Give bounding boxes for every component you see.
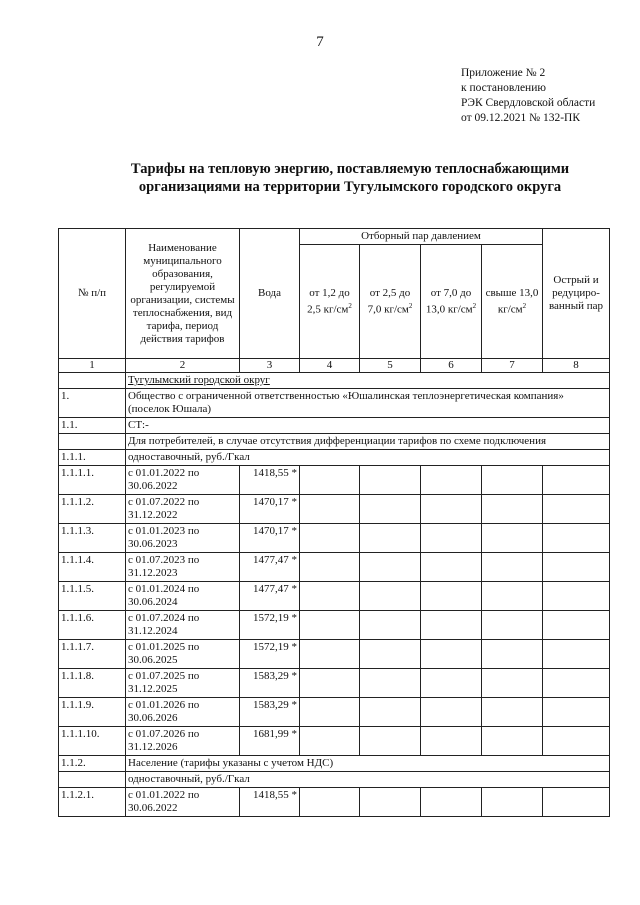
empty-cell bbox=[482, 727, 543, 756]
period-cell: с 01.01.2026 по 30.06.2026 bbox=[126, 698, 240, 727]
empty-cell bbox=[300, 669, 360, 698]
appendix-line: Приложение № 2 bbox=[461, 67, 546, 79]
empty-cell bbox=[421, 495, 482, 524]
empty-cell bbox=[543, 669, 610, 698]
empty-cell bbox=[360, 788, 421, 817]
row-number: 1.1.1.2. bbox=[59, 495, 126, 524]
empty-cell bbox=[482, 669, 543, 698]
consumers-row bbox=[59, 434, 610, 450]
appendix-line: к постановлению bbox=[461, 82, 546, 94]
empty-cell bbox=[300, 640, 360, 669]
water-tariff-value: 1477,47 * bbox=[240, 553, 300, 582]
row-number: 1.1.1.7. bbox=[59, 640, 126, 669]
water-tariff-value: 1583,29 * bbox=[240, 669, 300, 698]
row-number: 1.1.1.1. bbox=[59, 466, 126, 495]
title-line: организациями на территории Тугулымского городского округа bbox=[138, 179, 562, 195]
tariff-row bbox=[59, 788, 610, 817]
empty-cell bbox=[300, 553, 360, 582]
tariff-table bbox=[58, 228, 610, 817]
water-tariff-value: 1418,55 * bbox=[240, 788, 300, 817]
water-tariff-value: 1470,17 * bbox=[240, 495, 300, 524]
col-number: 4 bbox=[300, 359, 360, 373]
empty-cell bbox=[482, 698, 543, 727]
empty-cell bbox=[482, 495, 543, 524]
row-label: одноставочный, руб./Гкал bbox=[126, 772, 610, 788]
row-label: Население (тарифы указаны с учетом НДС) bbox=[126, 756, 610, 772]
empty-cell bbox=[300, 611, 360, 640]
row-number: 1.1.1.4. bbox=[59, 553, 126, 582]
empty-cell bbox=[360, 582, 421, 611]
header-pressure-2: от 2,5 до 7,0 $кг/см^2$ bbox=[360, 245, 421, 359]
period-cell: с 01.07.2026 по 31.12.2026 bbox=[126, 727, 240, 756]
water-tariff-value: 1470,17 * bbox=[240, 524, 300, 553]
period-cell: с 01.01.2022 по 30.06.2022 bbox=[126, 788, 240, 817]
period-cell: с 01.01.2022 по 30.06.2022 bbox=[126, 466, 240, 495]
tariff-type-row bbox=[59, 450, 610, 466]
tariff-row bbox=[59, 640, 610, 669]
empty-cell bbox=[421, 640, 482, 669]
st-label: СТ:- bbox=[126, 418, 610, 434]
empty-cell bbox=[421, 611, 482, 640]
empty-cell bbox=[543, 524, 610, 553]
empty-cell bbox=[300, 466, 360, 495]
empty-cell bbox=[300, 524, 360, 553]
empty-cell bbox=[421, 698, 482, 727]
col-number: 6 bbox=[421, 359, 482, 373]
tariff-row bbox=[59, 466, 610, 495]
appendix-line: РЭК Свердловской области bbox=[461, 97, 596, 109]
col-number: 7 bbox=[482, 359, 543, 373]
tariff-row bbox=[59, 611, 610, 640]
empty-cell bbox=[421, 553, 482, 582]
empty-cell bbox=[421, 727, 482, 756]
empty-cell bbox=[421, 524, 482, 553]
col-number: 1 bbox=[59, 359, 126, 373]
empty-cell bbox=[421, 582, 482, 611]
empty-cell bbox=[482, 788, 543, 817]
empty-cell bbox=[543, 727, 610, 756]
empty-cell bbox=[300, 698, 360, 727]
row-number: 1.1.1.8. bbox=[59, 669, 126, 698]
period-cell: с 01.01.2025 по 30.06.2025 bbox=[126, 640, 240, 669]
empty-cell bbox=[300, 788, 360, 817]
tariff-row bbox=[59, 524, 610, 553]
empty-cell bbox=[360, 727, 421, 756]
col-number: 5 bbox=[360, 359, 421, 373]
empty-cell bbox=[360, 640, 421, 669]
tariff-row bbox=[59, 495, 610, 524]
empty-cell bbox=[421, 788, 482, 817]
header-pressure-1: от 1,2 до 2,5 $кг/см^2$ bbox=[300, 245, 360, 359]
empty-cell bbox=[421, 669, 482, 698]
empty-cell bbox=[543, 495, 610, 524]
col-number: 2 bbox=[126, 359, 240, 373]
empty-cell bbox=[360, 524, 421, 553]
header-steam-group: Отборный пар давлением bbox=[300, 229, 543, 245]
period-cell: с 01.07.2022 по 31.12.2022 bbox=[126, 495, 240, 524]
empty-cell bbox=[543, 553, 610, 582]
tariff-row bbox=[59, 698, 610, 727]
water-tariff-value: 1418,55 * bbox=[240, 466, 300, 495]
empty-cell bbox=[300, 495, 360, 524]
row-number: 1.1.1.9. bbox=[59, 698, 126, 727]
row-number bbox=[59, 772, 126, 788]
tariff-row bbox=[59, 582, 610, 611]
tariff-row bbox=[59, 727, 610, 756]
empty-cell bbox=[421, 466, 482, 495]
org-name: Общество с ограниченной ответственностью «Юшалинская теплоэнергетическая компания» (поселок Юшала) bbox=[126, 389, 610, 418]
empty-cell bbox=[360, 698, 421, 727]
empty-cell bbox=[360, 669, 421, 698]
col-number: 3 bbox=[240, 359, 300, 373]
header-pressure-4: свыше 13,0 $кг/см^2$ bbox=[482, 245, 543, 359]
header-name: Наименование муниципального образования, регулируемой организации, системы теплоснабжения, вид тарифа, период действия тарифов bbox=[126, 229, 240, 359]
water-tariff-value: 1572,19 * bbox=[240, 611, 300, 640]
tariff-row bbox=[59, 553, 610, 582]
water-tariff-value: 1583,29 * bbox=[240, 698, 300, 727]
water-tariff-value: 1477,47 * bbox=[240, 582, 300, 611]
empty-cell bbox=[543, 698, 610, 727]
row-number: 1.1.1.10. bbox=[59, 727, 126, 756]
column-number-row bbox=[59, 359, 610, 373]
population-tariff-type-row bbox=[59, 772, 610, 788]
empty-cell bbox=[482, 553, 543, 582]
empty-cell bbox=[543, 466, 610, 495]
row-number: 1.1.1.5. bbox=[59, 582, 126, 611]
district-row bbox=[59, 373, 610, 389]
empty-cell bbox=[300, 582, 360, 611]
tariff-type-label: одноставочный, руб./Гкал bbox=[126, 450, 610, 466]
empty-cell bbox=[482, 582, 543, 611]
empty-cell bbox=[482, 524, 543, 553]
row-number: 1.1.1.6. bbox=[59, 611, 126, 640]
empty-cell bbox=[543, 640, 610, 669]
header-num: № п/п bbox=[59, 229, 126, 359]
empty-cell bbox=[360, 611, 421, 640]
tariff-row bbox=[59, 669, 610, 698]
empty-cell bbox=[482, 640, 543, 669]
population-row bbox=[59, 756, 610, 772]
water-tariff-value: 1681,99 * bbox=[240, 727, 300, 756]
empty-cell bbox=[482, 611, 543, 640]
header-water: Вода bbox=[240, 229, 300, 359]
title-line: Тарифы на тепловую энергию, поставляемую теплоснабжающими bbox=[130, 161, 570, 177]
header-sharp-steam: Острый и редуциро-ванный пар bbox=[543, 229, 610, 359]
empty-cell bbox=[360, 495, 421, 524]
col-number: 8 bbox=[543, 359, 610, 373]
empty-cell bbox=[482, 466, 543, 495]
period-cell: с 01.01.2024 по 30.06.2024 bbox=[126, 582, 240, 611]
heat-system-row bbox=[59, 418, 610, 434]
tariff-number: 1.1.1. bbox=[59, 450, 126, 466]
appendix-line: от 09.12.2021 № 132-ПК bbox=[461, 112, 581, 124]
period-cell: с 01.07.2024 по 31.12.2024 bbox=[126, 611, 240, 640]
document-title bbox=[60, 160, 640, 196]
org-number: 1. bbox=[59, 389, 126, 418]
appendix-block bbox=[461, 66, 595, 126]
period-cell: с 01.07.2023 по 31.12.2023 bbox=[126, 553, 240, 582]
period-cell: с 01.07.2025 по 31.12.2025 bbox=[126, 669, 240, 698]
empty-cell bbox=[360, 553, 421, 582]
st-number: 1.1. bbox=[59, 418, 126, 434]
page-number: 7 bbox=[316, 34, 324, 50]
period-cell: с 01.01.2023 по 30.06.2023 bbox=[126, 524, 240, 553]
header-pressure-3: от 7,0 до 13,0 $кг/см^2$ bbox=[421, 245, 482, 359]
empty-cell bbox=[300, 727, 360, 756]
consumers-label: Для потребителей, в случае отсутствия дифференциации тарифов по схеме подключения bbox=[126, 434, 610, 450]
district-name: Тугулымский городской округ bbox=[126, 373, 610, 389]
empty-cell bbox=[543, 611, 610, 640]
row-number: 1.1.2.1. bbox=[59, 788, 126, 817]
organization-row bbox=[59, 389, 610, 418]
empty-cell bbox=[543, 788, 610, 817]
empty-cell bbox=[543, 582, 610, 611]
row-number: 1.1.1.3. bbox=[59, 524, 126, 553]
empty-cell bbox=[360, 466, 421, 495]
row-number: 1.1.2. bbox=[59, 756, 126, 772]
water-tariff-value: 1572,19 * bbox=[240, 640, 300, 669]
